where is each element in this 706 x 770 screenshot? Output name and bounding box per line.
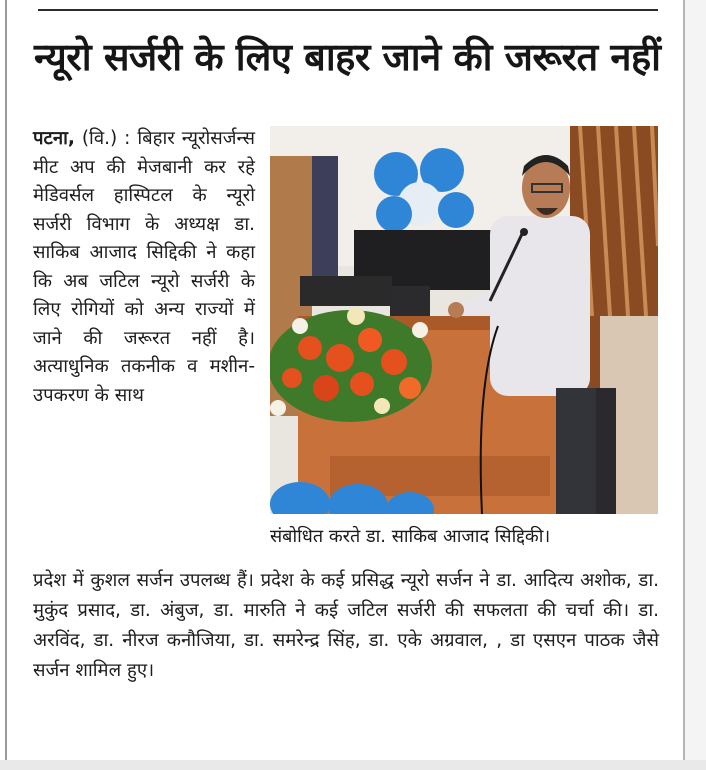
article-continued-text: प्रदेश में कुशल सर्जन उपलब्ध हैं। प्रदेश के कई प्रसिद्ध न्यूरो सर्जन ने डा. आदित्य अशोक, डा. मुकुंद प्रसाद, डा. अंबुज, डा. मारुति ने कई जटिल सर्जरी की सफलता की चर्चा की। डा. अरविंद, डा. नीरज कनौजिया, डा. समरेन्द्र सिंह, डा. एके अग्रवाल, , डा एसएन पाठक जैसे सर्जन शामिल हुए। [33,570,659,681]
clipping-edge-right [683,0,685,770]
headline: न्यूरो सर्जरी के लिए बाहर जाने की जरूरत नहीं [34,35,661,79]
news-photo [270,126,658,514]
article-column-text [33,125,255,410]
clipping-edge-left [5,0,7,770]
bottom-margin [0,760,706,770]
photo-caption: संबोधित करते डा. साकिब आजाद सिद्दिकी। [270,526,551,547]
top-rule [38,9,658,11]
dateline: पटना, [33,128,75,149]
page-margin-right [685,0,706,770]
column-body: बिहार न्यूरोसर्जन्स मीट अप की मेजबानी कर रहे मेडिवर्सल हास्पिटल के न्यूरो सर्जरी विभाग के अध्यक्ष डा. साकिब आजाद सिद्दिकी ने कहा कि अब जटिल न्यूरो सर्जरी के लिए रोगियों को अन्य राज्यों में जाने की जरूरत नहीं है। अत्याधुनिक तकनीक व मशीन-उपकरण के साथ [33,128,255,406]
dateline-source: (वि.) : [81,128,131,149]
